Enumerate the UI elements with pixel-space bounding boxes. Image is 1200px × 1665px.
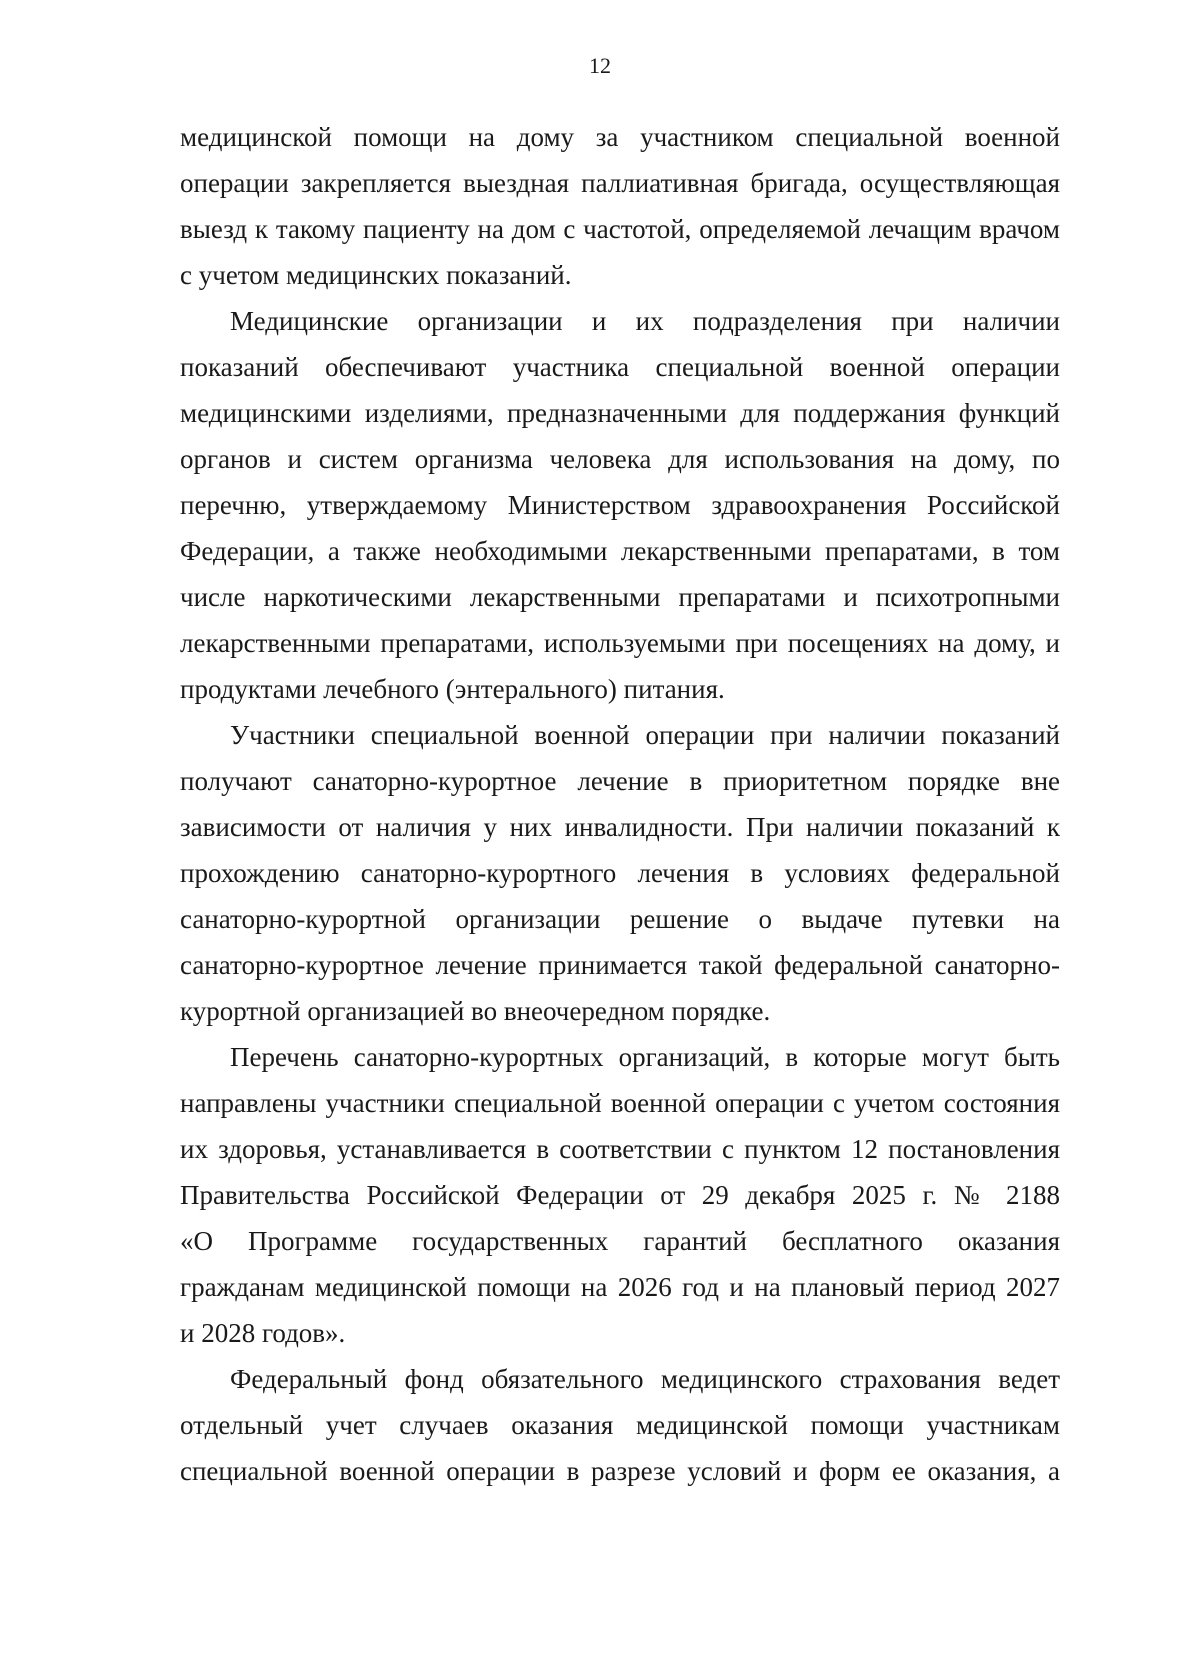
text-line: направлены участники специальной военной операции с учетом состояния (180, 1088, 1060, 1118)
text-line: медицинской помощи на дому за участником специальной военной (180, 122, 1060, 152)
text-line: санаторно-курортное лечение принимается такой федеральной санаторно- (180, 950, 1060, 980)
text-line: специальной военной операции в разрезе условий и форм ее оказания, а (180, 1456, 1060, 1486)
text-line: Участники специальной военной операции при наличии показаний (230, 720, 1060, 750)
paragraph (180, 114, 1060, 298)
text-line: Правительства Российской Федерации от 29 декабря 2025 г. № 2188 (180, 1180, 1060, 1210)
text-line: продуктами лечебного (энтерального) питания. (180, 674, 725, 704)
text-line: гражданам медицинской помощи на 2026 год и на плановый период 2027 (180, 1272, 1060, 1302)
text-line: зависимости от наличия у них инвалидности. При наличии показаний к (180, 812, 1060, 842)
document-body (180, 114, 1060, 1494)
text-line: органов и систем организма человека для использования на дому, по (180, 444, 1060, 474)
text-line: Федеральный фонд обязательного медицинского страхования ведет (230, 1364, 1060, 1394)
paragraph (180, 1034, 1060, 1356)
text-line: Медицинские организации и их подразделения при наличии (230, 306, 1060, 336)
text-line: перечню, утверждаемому Министерством здравоохранения Российской (180, 490, 1060, 520)
text-line: «О Программе государственных гарантий бесплатного оказания (180, 1226, 1060, 1256)
text-line: лекарственными препаратами, используемыми при посещениях на дому, и (180, 628, 1060, 658)
text-line: медицинскими изделиями, предназначенными для поддержания функций (180, 398, 1060, 428)
text-line: числе наркотическими лекарственными препаратами и психотропными (180, 582, 1060, 612)
page-number: 12 (589, 53, 611, 78)
text-line: прохождению санаторно-курортного лечения в условиях федеральной (180, 858, 1060, 888)
text-line: Федерации, а также необходимыми лекарственными препаратами, в том (180, 536, 1060, 566)
paragraph (180, 298, 1060, 712)
text-line: Перечень санаторно-курортных организаций, в которые могут быть (230, 1042, 1060, 1072)
text-line: санаторно-курортной организации решение о выдаче путевки на (180, 904, 1060, 934)
paragraph (180, 1356, 1060, 1494)
text-line: выезд к такому пациенту на дом с частотой, определяемой лечащим врачом (180, 214, 1060, 244)
text-line: показаний обеспечивают участника специальной военной операции (180, 352, 1060, 382)
text-line: отдельный учет случаев оказания медицинской помощи участникам (180, 1410, 1060, 1440)
text-line: операции закрепляется выездная паллиативная бригада, осуществляющая (180, 168, 1060, 198)
paragraph (180, 712, 1060, 1034)
text-line: курортной организацией во внеочередном порядке. (180, 996, 771, 1026)
text-line: и 2028 годов». (180, 1318, 346, 1348)
text-line: получают санаторно-курортное лечение в приоритетном порядке вне (180, 766, 1060, 796)
text-line: с учетом медицинских показаний. (180, 260, 572, 290)
text-line: их здоровья, устанавливается в соответствии с пунктом 12 постановления (180, 1134, 1060, 1164)
